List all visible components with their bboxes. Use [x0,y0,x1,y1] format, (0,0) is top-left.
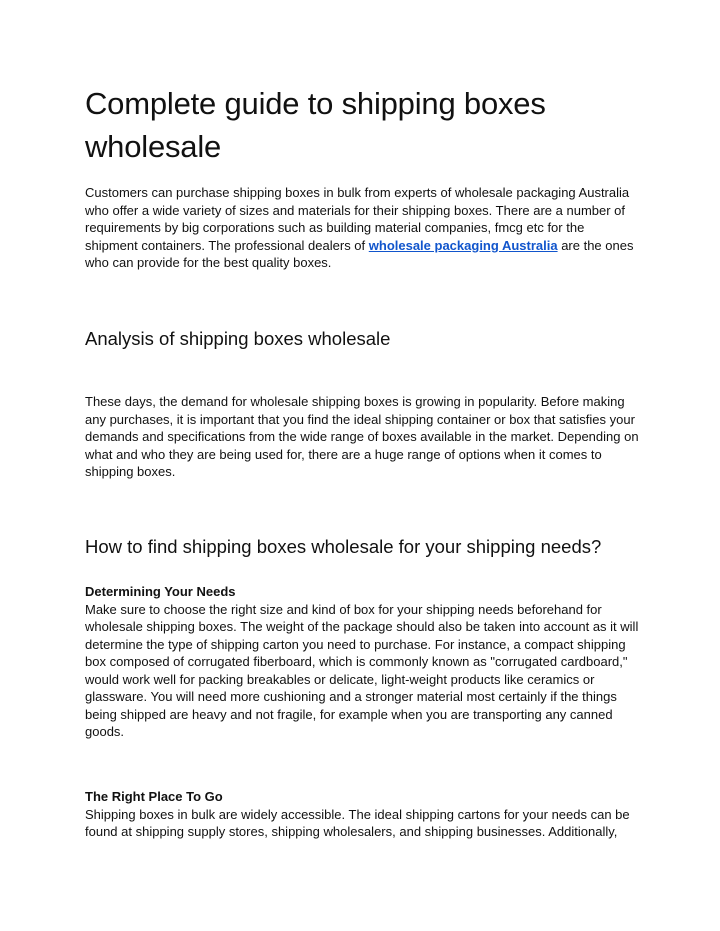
section-body-analysis: These days, the demand for wholesale shipping boxes is growing in popularity. Before making any purchases, it is important that you find the ideal shipping container or box that satisfies your demands and specifications from the wide range of boxes available in the market. Depending on what and who they are being used for, there are a huge range of options when it comes to shipping boxes. [85,394,639,479]
subsection-right-place [85,788,640,841]
wholesale-packaging-link[interactable]: wholesale packaging Australia [368,237,558,253]
subsection-determining-needs [85,583,640,741]
subsection-body-right-place: Shipping boxes in bulk are widely accessible. The ideal shipping cartons for your needs can be found at shipping supply stores, shipping wholesalers, and shipping businesses. Additionally, [85,806,630,839]
subheading-determining-needs: Determining Your Needs [85,584,236,599]
intro-paragraph [85,184,640,272]
intro-text-start: Customers can purchase shipping boxes in bulk from experts of wholesale packaging Australia who offer a wide variety of sizes and materials for their shipping boxes. There are a number of requirements by big corporations such as building material companies, fmcg etc for the shipment containers. The professional dealers of [85,185,630,253]
section-heading-how-to-find: How to find shipping boxes wholesale for your shipping needs? [85,536,602,557]
subheading-right-place: The Right Place To Go [85,789,223,804]
section-heading-analysis: Analysis of shipping boxes wholesale [85,328,391,349]
subsection-body-determining-needs: Make sure to choose the right size and kind of box for your shipping needs beforehand for wholesale shipping boxes. The weight of the package should also be taken into account as it will determine the type of shipping carton you need to purchase. For instance, a compact shipping box composed of corrugated fiberboard, which is commonly known as "corrugated cardboard," would work well for packing breakables or delicate, light-weight products like ceramics or glassware. You will need more cushioning and a stronger material most certainly if the things being shipped are heavy and not fragile, for example when you are transporting any canned goods. [85,601,639,739]
page-title: Complete guide to shipping boxes wholesale [85,86,546,164]
intro-text-end: are the ones who can provide for the best quality boxes. [85,237,634,270]
